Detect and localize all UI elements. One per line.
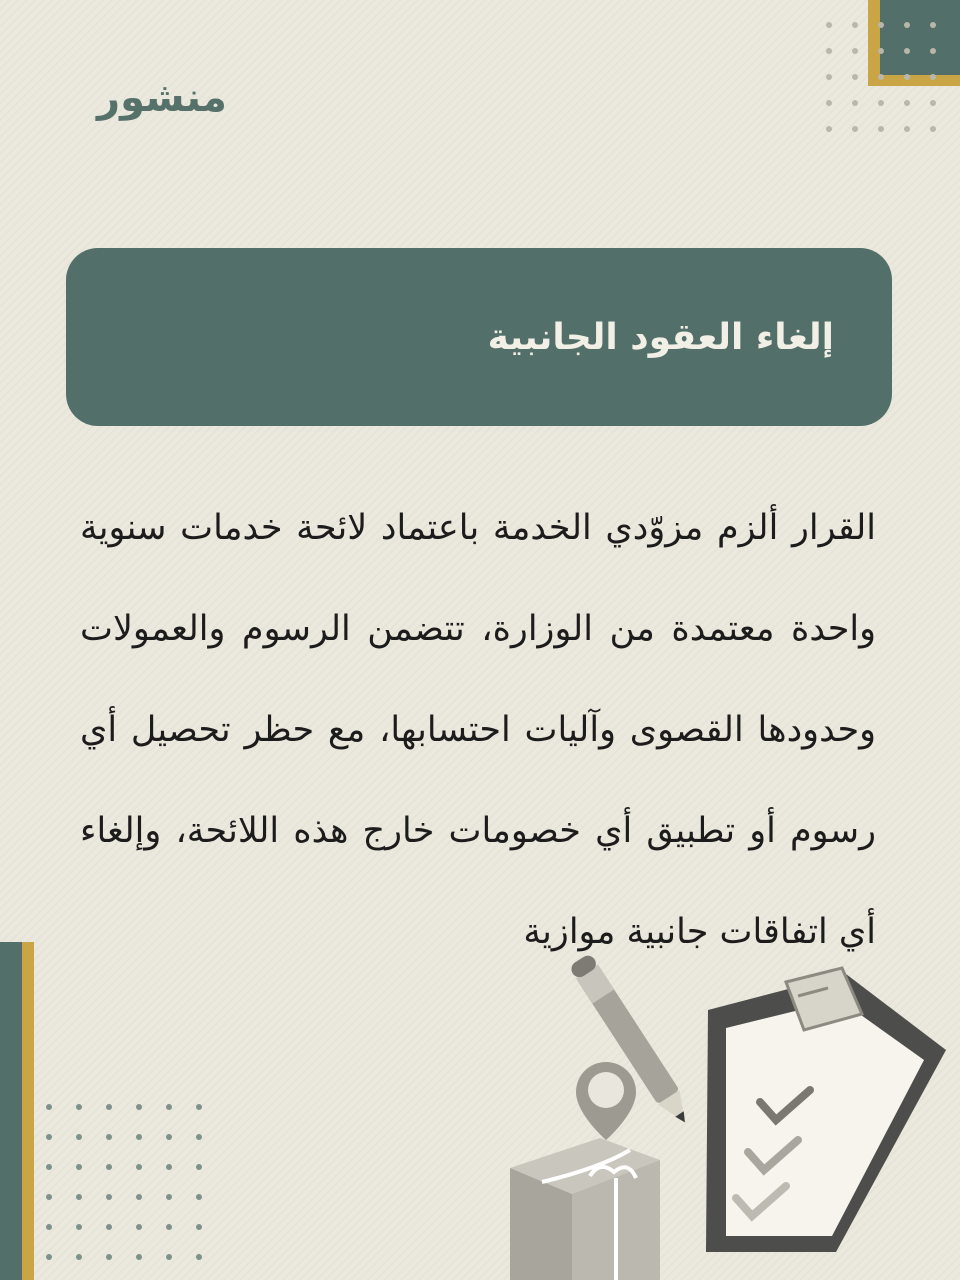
decor-dot: [878, 126, 884, 132]
decor-dot: [852, 100, 858, 106]
decor-dot: [930, 22, 936, 28]
parcel-box-icon: [510, 1138, 660, 1280]
decor-dot: [196, 1164, 202, 1170]
decor-dot: [46, 1194, 52, 1200]
decor-dot: [930, 100, 936, 106]
decor-dot: [106, 1134, 112, 1140]
decor-dot: [852, 22, 858, 28]
decor-dot: [106, 1164, 112, 1170]
corner-accent-teal-top: [880, 0, 960, 75]
illustration: [450, 940, 960, 1280]
decor-dot: [852, 48, 858, 54]
decor-dot: [166, 1254, 172, 1260]
decor-dot: [166, 1194, 172, 1200]
decor-dot: [46, 1164, 52, 1170]
decor-dot: [46, 1224, 52, 1230]
decor-dot: [76, 1134, 82, 1140]
decor-dot: [76, 1224, 82, 1230]
decor-dot: [826, 100, 832, 106]
title-banner: [66, 248, 892, 426]
decor-dot: [46, 1254, 52, 1260]
decor-dot: [136, 1104, 142, 1110]
decor-dot: [76, 1164, 82, 1170]
brand-logo-text: منشور: [97, 75, 227, 121]
decor-dot: [852, 126, 858, 132]
decor-dot: [136, 1134, 142, 1140]
decor-dot: [878, 22, 884, 28]
decor-dot: [106, 1194, 112, 1200]
decor-dot: [136, 1164, 142, 1170]
decor-dot: [136, 1194, 142, 1200]
decor-dot: [878, 48, 884, 54]
clipboard-checklist-icon: [706, 968, 946, 1252]
decor-dot: [826, 22, 832, 28]
decor-dot: [904, 48, 910, 54]
decor-dot: [106, 1104, 112, 1110]
decor-dot: [136, 1224, 142, 1230]
decor-dot: [76, 1104, 82, 1110]
decor-dot: [878, 100, 884, 106]
page-title: إلغاء العقود الجانبية: [487, 316, 834, 358]
decor-dot: [46, 1134, 52, 1140]
decor-dot: [826, 48, 832, 54]
brand-logo: [92, 70, 232, 126]
decor-dot: [196, 1254, 202, 1260]
corner-accent-teal-bottom: [0, 942, 22, 1280]
decor-dot: [196, 1134, 202, 1140]
decor-dot: [930, 48, 936, 54]
decor-dot: [76, 1254, 82, 1260]
body-paragraph: القرار ألزم مزوّدي الخدمة باعتماد لائحة خدمات سنوية واحدة معتمدة من الوزارة، تتضمن الرسوم والعمولات وحدودها القصوى وآليات احتسابها، مع حظر تحصيل أي رسوم أو تطبيق أي خصومات خارج هذه اللائحة، وإلغاء أي اتفاقات جانبية موازية: [80, 508, 876, 952]
decor-dot: [904, 100, 910, 106]
decor-dot: [166, 1224, 172, 1230]
decor-dot: [904, 22, 910, 28]
decor-dot: [106, 1224, 112, 1230]
decor-dot: [76, 1194, 82, 1200]
decor-dot: [930, 74, 936, 80]
decor-dot: [196, 1224, 202, 1230]
decor-dot: [904, 126, 910, 132]
decor-dot: [166, 1164, 172, 1170]
decor-dot: [826, 126, 832, 132]
decor-dot: [878, 74, 884, 80]
location-pin-icon: [576, 1062, 636, 1140]
decor-dot: [196, 1104, 202, 1110]
decor-dot: [196, 1194, 202, 1200]
decor-dot: [166, 1104, 172, 1110]
decor-dot: [826, 74, 832, 80]
decor-dot: [106, 1254, 112, 1260]
decor-dot: [166, 1134, 172, 1140]
decor-dot: [46, 1104, 52, 1110]
decor-dot: [852, 74, 858, 80]
decor-dot: [904, 74, 910, 80]
decor-dot: [930, 126, 936, 132]
decor-dot: [136, 1254, 142, 1260]
